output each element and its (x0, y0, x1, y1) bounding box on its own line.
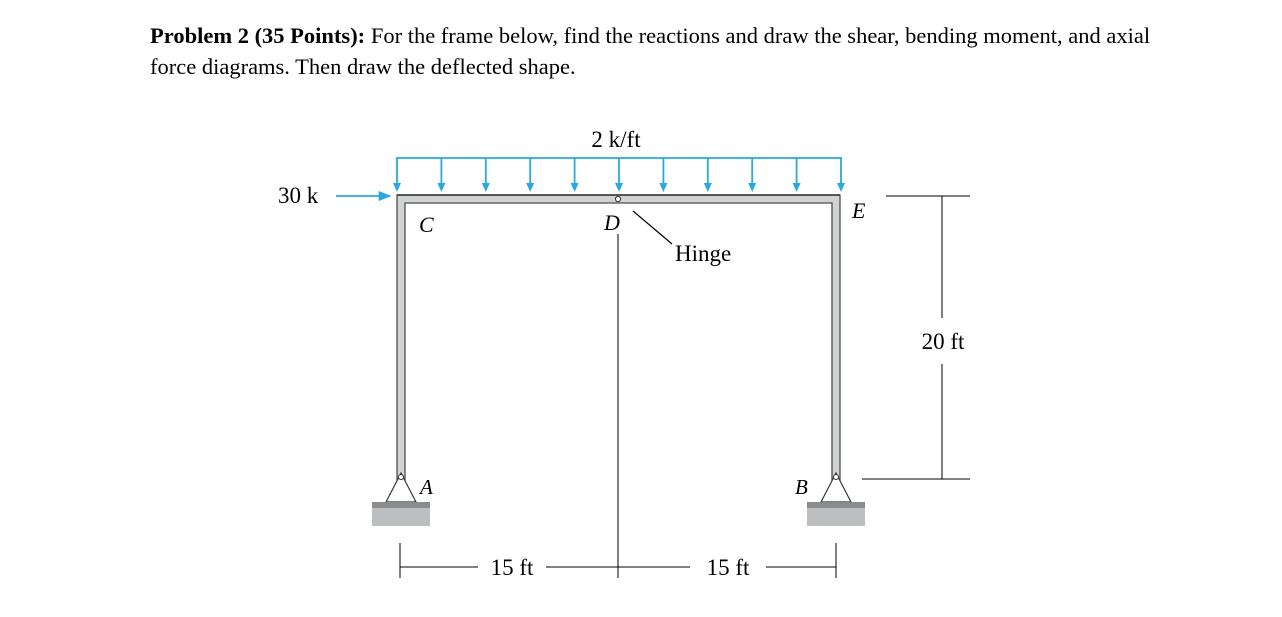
label-e: E (852, 198, 866, 223)
load-arrow-head (437, 183, 445, 192)
load-arrow-head (793, 183, 801, 192)
load-arrow-head (659, 183, 667, 192)
load-arrow-head (526, 183, 534, 192)
hinge-leader-line (633, 211, 672, 244)
load-arrows (393, 158, 845, 192)
label-b: B (795, 475, 808, 499)
load-arrow-head (393, 183, 401, 192)
hinge-marker (615, 196, 620, 201)
label-c: C (419, 212, 434, 237)
load-arrow-head (571, 183, 579, 192)
support-b-plate (807, 502, 865, 508)
support-a-pin (399, 475, 404, 480)
label-d: D (604, 210, 620, 235)
distributed-load-label: 2 k/ft (591, 127, 641, 152)
load-arrow-head (615, 183, 623, 192)
label-a: A (420, 475, 433, 499)
span-right-label: 15 ft (706, 555, 750, 580)
distributed-load (393, 158, 845, 192)
support-b-pin (834, 475, 839, 480)
load-arrow-head (748, 183, 756, 192)
pin-support-b (807, 473, 865, 526)
height-label: 20 ft (921, 329, 965, 354)
problem-text: For the frame below, find the reactions and draw the shear, bending moment, and axial force diagrams. Then draw the deflected shape. (150, 23, 1151, 79)
support-b-ground (807, 508, 865, 526)
point-load-label: 30 k (278, 183, 319, 208)
load-arrow-head (482, 183, 490, 192)
problem-heading: Problem 2 (35 Points): (150, 23, 366, 48)
load-arrow-head (837, 183, 845, 192)
support-a-ground (372, 508, 430, 526)
hinge-label: Hinge (675, 241, 732, 266)
span-left-label: 15 ft (490, 555, 534, 580)
support-a-plate (372, 502, 430, 508)
load-arrow-head (704, 183, 712, 192)
